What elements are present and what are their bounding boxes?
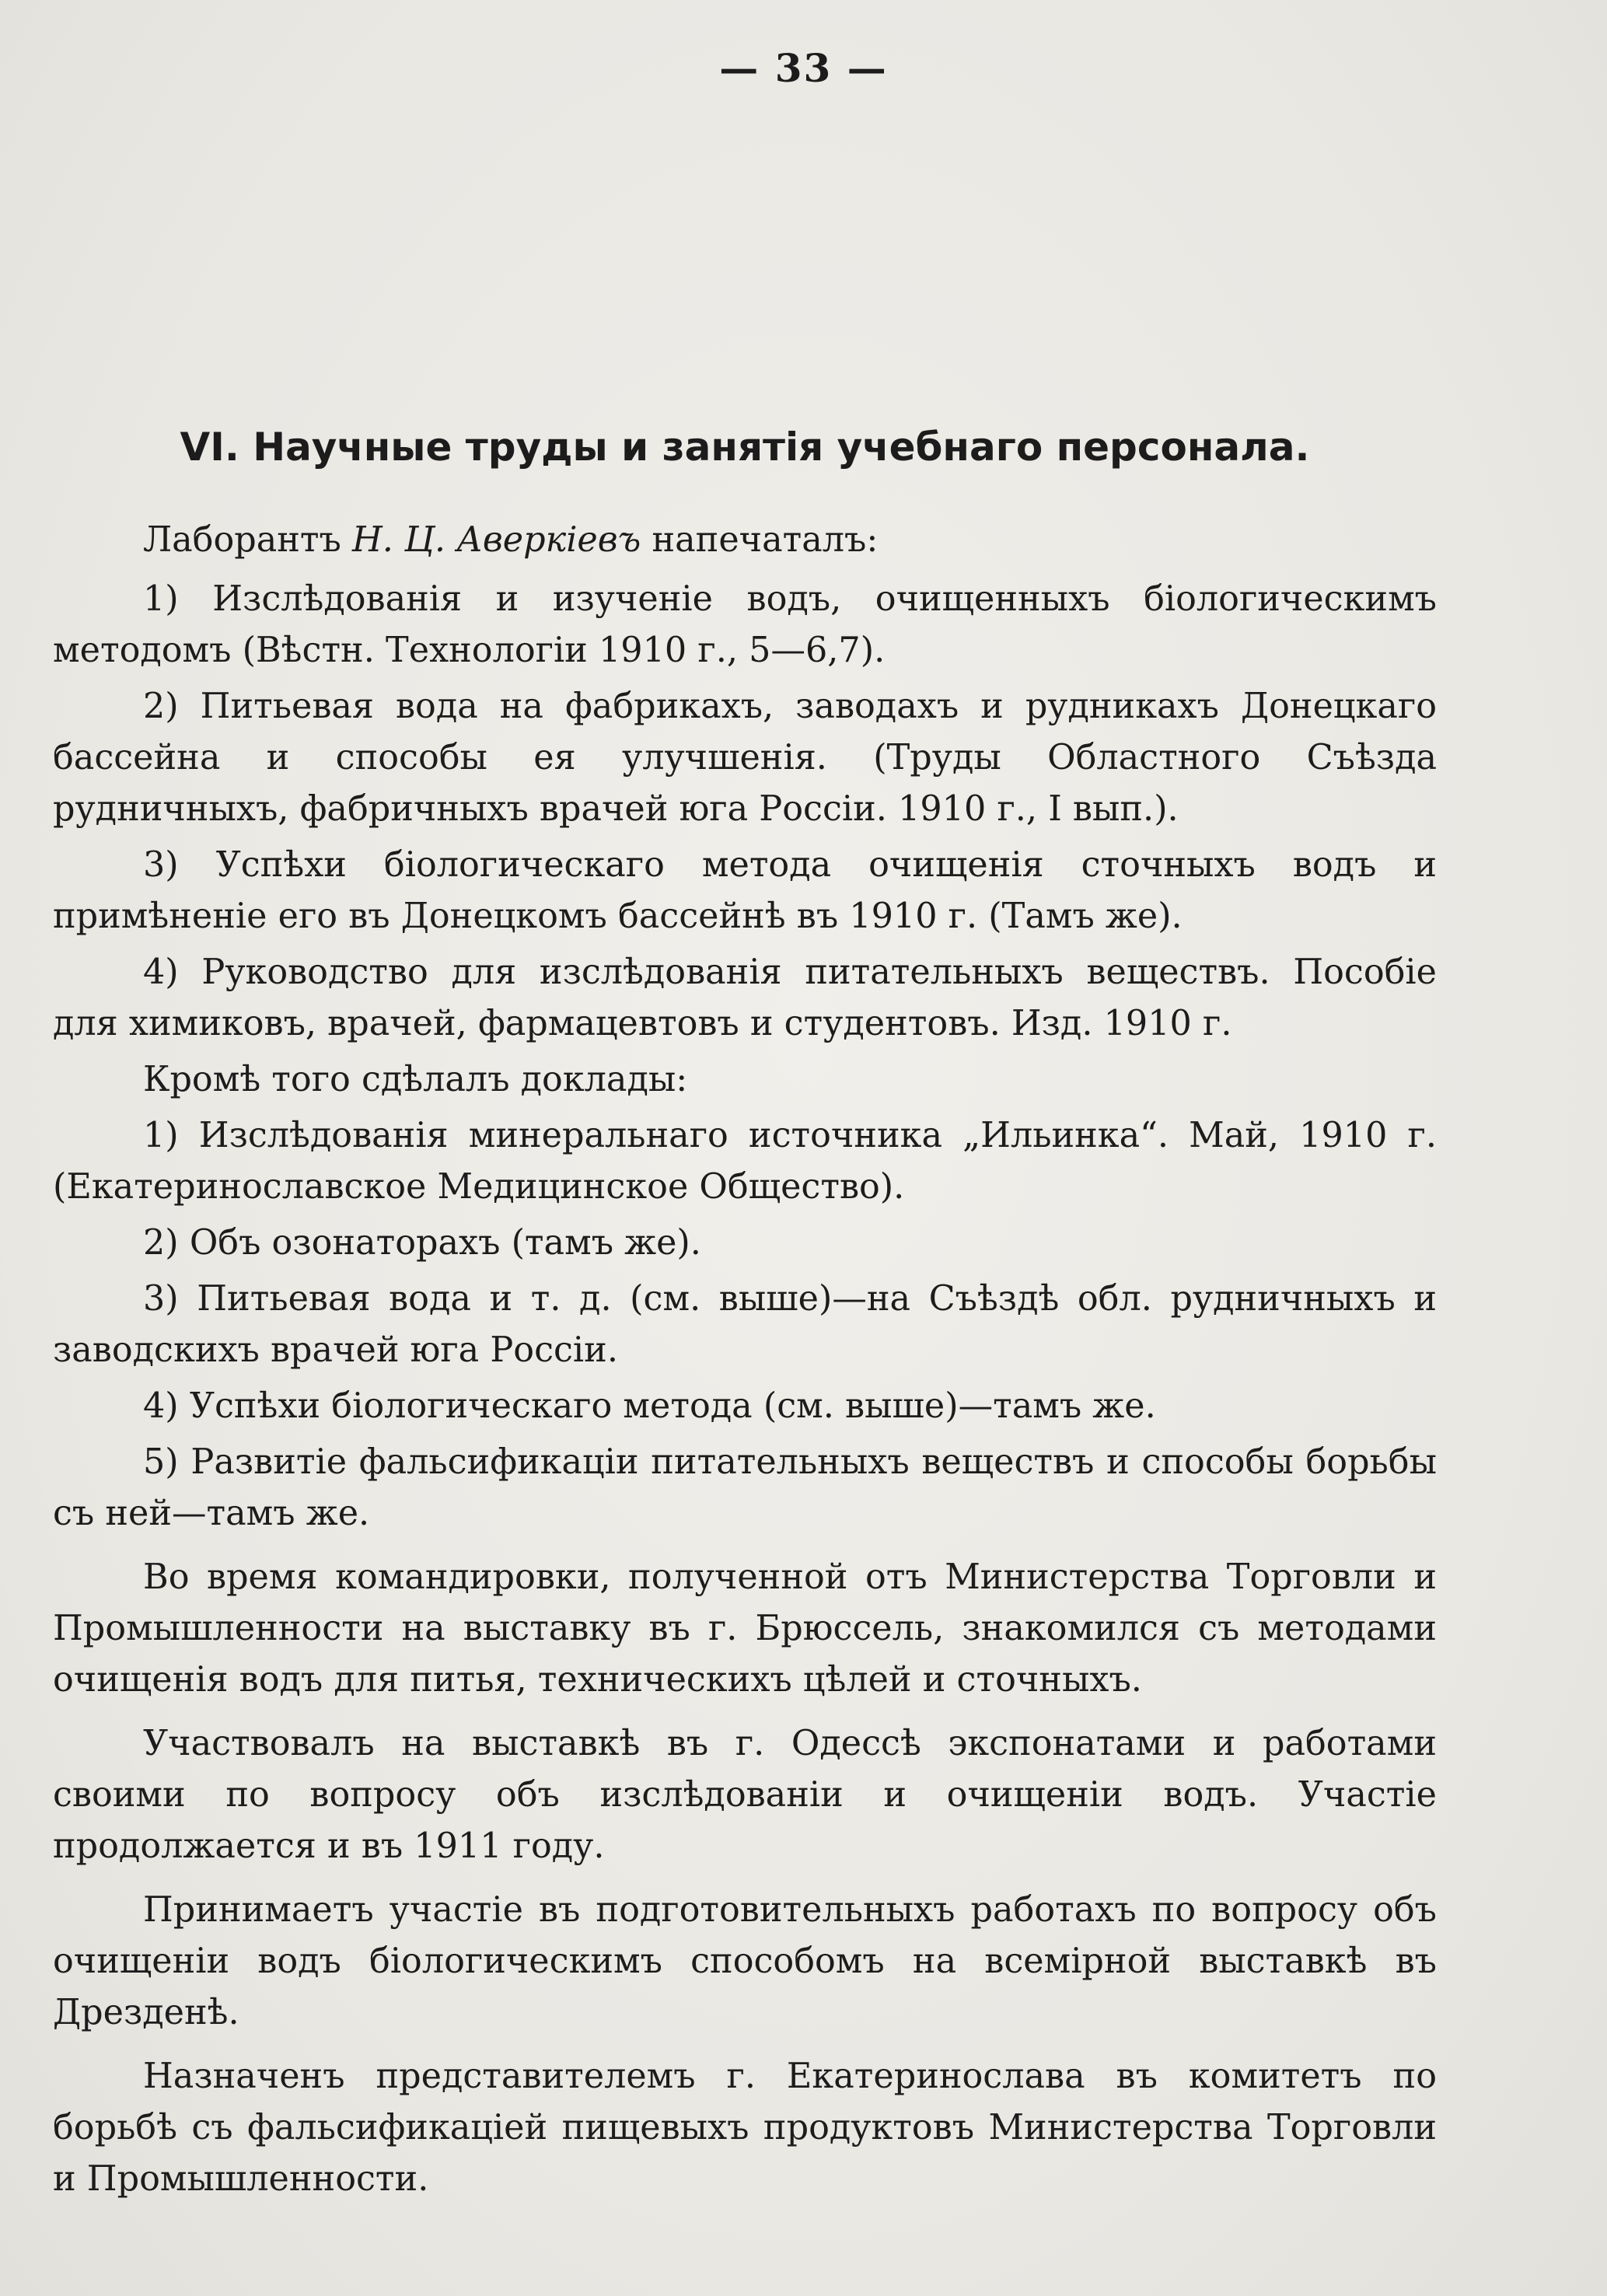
paragraph-committee: Назначенъ представителемъ г. Екатеринослава въ комитетъ по борьбѣ съ фальсификаціей пищевыхъ продуктовъ Министерства Торговли и Промышленности. <box>53 2057 1437 2199</box>
intro-line <box>53 515 1437 566</box>
report-item-2: 2) Объ озонаторахъ (тамъ же). <box>143 1223 701 1263</box>
report-item-4: 4) Успѣхи біологическаго метода (см. выше)—тамъ же. <box>143 1386 1156 1426</box>
document-body <box>53 420 1437 2205</box>
paragraph-dresden: Принимаетъ участіе въ подготовительныхъ работахъ по вопросу объ очищеніи водъ біологическимъ способомъ на всемірной выставкѣ въ Дрезденѣ. <box>53 1890 1437 2032</box>
publication-item-2: 2) Питьевая вода на фабрикахъ, заводахъ и рудникахъ Донецкаго бассейна и способы ея улучшенія. (Труды Областного Съѣзда рудничныхъ, фабричныхъ врачей юга Россіи. 1910 г., I вып.). <box>53 687 1437 829</box>
paragraph-brussels: Во время командировки, полученной отъ Министерства Торговли и Промышленности на выставку въ г. Брюссель, знакомился съ методами очищенія водъ для питья, техническихъ цѣлей и сточныхъ. <box>53 1557 1437 1700</box>
paragraph-odessa: Участвовалъ на выставкѣ въ г. Одессѣ экспонатами и работами своими по вопросу объ изслѣдованіи и очищеніи водъ. Участіе продолжается и въ 1911 году. <box>53 1724 1437 1866</box>
intro-before: Лаборантъ <box>143 520 352 560</box>
reports-intro: Кромѣ того сдѣлалъ доклады: <box>143 1060 688 1099</box>
publication-item-4: 4) Руководство для изслѣдованія питательныхъ веществъ. Пособіе для химиковъ, врачей, фармацевтовъ и студентовъ. Изд. 1910 г. <box>53 952 1437 1043</box>
report-item-3: 3) Питьевая вода и т. д. (см. выше)—на Съѣздѣ обл. рудничныхъ и заводскихъ врачей юга Россіи. <box>53 1279 1437 1370</box>
publication-item-1: 1) Изслѣдованія и изученіе водъ, очищенныхъ біологическимъ методомъ (Вѣстн. Технологіи 1910 г., 5—6,7). <box>53 579 1437 670</box>
page-number: — 33 — <box>719 45 888 91</box>
intro-after: напечаталъ: <box>641 520 879 560</box>
section-title: VI. Научные труды и занятія учебнаго персонала. <box>180 425 1310 470</box>
author-name: Н. Ц. Аверкіевъ <box>352 520 641 560</box>
publication-item-3: 3) Успѣхи біологическаго метода очищенія сточныхъ водъ и примѣненіе его въ Донецкомъ бассейнѣ въ 1910 г. (Тамъ же). <box>53 845 1437 936</box>
report-item-1: 1) Изслѣдованія минеральнаго источника „Ильинка“. Май, 1910 г. (Екатеринославское Медицинское Общество). <box>53 1116 1437 1207</box>
report-item-5: 5) Развитіе фальсификаціи питательныхъ веществъ и способы борьбы съ ней—тамъ же. <box>53 1442 1437 1533</box>
